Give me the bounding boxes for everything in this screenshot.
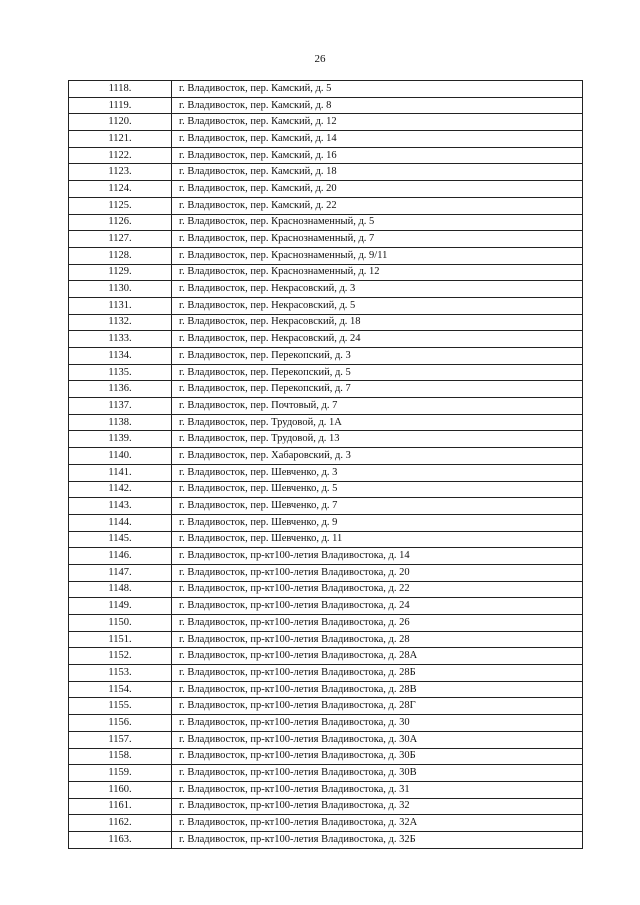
table-row	[69, 581, 583, 598]
table-row	[69, 631, 583, 648]
address-cell: г. Владивосток, пер. Некрасовский, д. 5	[172, 297, 583, 314]
address-cell: г. Владивосток, пер. Трудовой, д. 13	[172, 431, 583, 448]
address-cell: г. Владивосток, пер. Камский, д. 20	[172, 181, 583, 198]
table-row	[69, 781, 583, 798]
table-row	[69, 264, 583, 281]
row-number-cell: 1144.	[69, 514, 172, 531]
row-number-cell: 1138.	[69, 414, 172, 431]
address-cell: г. Владивосток, пр-кт100-летия Владивостока, д. 32	[172, 798, 583, 815]
table-row	[69, 398, 583, 415]
address-cell: г. Владивосток, пер. Почтовый, д. 7	[172, 398, 583, 415]
row-number-cell: 1159.	[69, 765, 172, 782]
address-cell: г. Владивосток, пер. Шевченко, д. 9	[172, 514, 583, 531]
address-cell: г. Владивосток, пер. Некрасовский, д. 24	[172, 331, 583, 348]
address-table-body	[69, 81, 583, 849]
address-cell: г. Владивосток, пр-кт100-летия Владивостока, д. 24	[172, 598, 583, 615]
row-number-cell: 1146.	[69, 548, 172, 565]
address-cell: г. Владивосток, пер. Камский, д. 14	[172, 131, 583, 148]
row-number-cell: 1128.	[69, 247, 172, 264]
row-number-cell: 1123.	[69, 164, 172, 181]
address-cell: г. Владивосток, пер. Камский, д. 18	[172, 164, 583, 181]
row-number-cell: 1136.	[69, 381, 172, 398]
row-number-cell: 1152.	[69, 648, 172, 665]
table-row	[69, 681, 583, 698]
row-number-cell: 1130.	[69, 281, 172, 298]
table-row	[69, 431, 583, 448]
row-number-cell: 1161.	[69, 798, 172, 815]
address-cell: г. Владивосток, пер. Краснознаменный, д. 5	[172, 214, 583, 231]
table-row	[69, 598, 583, 615]
address-cell: г. Владивосток, пр-кт100-летия Владивостока, д. 20	[172, 564, 583, 581]
table-row	[69, 247, 583, 264]
row-number-cell: 1121.	[69, 131, 172, 148]
table-row	[69, 381, 583, 398]
row-number-cell: 1156.	[69, 715, 172, 732]
address-cell: г. Владивосток, пер. Камский, д. 12	[172, 114, 583, 131]
table-row	[69, 615, 583, 632]
page-number: 26	[314, 53, 326, 65]
address-cell: г. Владивосток, пер. Шевченко, д. 5	[172, 481, 583, 498]
row-number-cell: 1120.	[69, 114, 172, 131]
row-number-cell: 1160.	[69, 781, 172, 798]
table-row	[69, 815, 583, 832]
address-cell: г. Владивосток, пр-кт100-летия Владивостока, д. 28В	[172, 681, 583, 698]
address-cell: г. Владивосток, пер. Трудовой, д. 1А	[172, 414, 583, 431]
address-cell: г. Владивосток, пр-кт100-летия Владивостока, д. 14	[172, 548, 583, 565]
row-number-cell: 1133.	[69, 331, 172, 348]
address-cell: г. Владивосток, пер. Камский, д. 16	[172, 147, 583, 164]
address-cell: г. Владивосток, пер. Перекопский, д. 7	[172, 381, 583, 398]
address-cell: г. Владивосток, пер. Некрасовский, д. 3	[172, 281, 583, 298]
table-row	[69, 131, 583, 148]
address-cell: г. Владивосток, пер. Шевченко, д. 7	[172, 498, 583, 515]
table-row	[69, 648, 583, 665]
row-number-cell: 1118.	[69, 81, 172, 98]
address-cell: г. Владивосток, пер. Камский, д. 22	[172, 197, 583, 214]
row-number-cell: 1163.	[69, 831, 172, 848]
address-cell: г. Владивосток, пер. Шевченко, д. 3	[172, 464, 583, 481]
row-number-cell: 1119.	[69, 97, 172, 114]
row-number-cell: 1140.	[69, 448, 172, 465]
table-row	[69, 715, 583, 732]
row-number-cell: 1142.	[69, 481, 172, 498]
table-row	[69, 481, 583, 498]
table-row	[69, 514, 583, 531]
row-number-cell: 1131.	[69, 297, 172, 314]
address-cell: г. Владивосток, пер. Шевченко, д. 11	[172, 531, 583, 548]
table-row	[69, 114, 583, 131]
row-number-cell: 1143.	[69, 498, 172, 515]
address-cell: г. Владивосток, пер. Некрасовский, д. 18	[172, 314, 583, 331]
address-cell: г. Владивосток, пр-кт100-летия Владивостока, д. 31	[172, 781, 583, 798]
address-cell: г. Владивосток, пер. Камский, д. 8	[172, 97, 583, 114]
address-cell: г. Владивосток, пер. Краснознаменный, д. 9/11	[172, 247, 583, 264]
row-number-cell: 1150.	[69, 615, 172, 632]
table-row	[69, 197, 583, 214]
table-row	[69, 331, 583, 348]
table-row	[69, 564, 583, 581]
row-number-cell: 1125.	[69, 197, 172, 214]
row-number-cell: 1147.	[69, 564, 172, 581]
address-cell: г. Владивосток, пр-кт100-летия Владивостока, д. 30Б	[172, 748, 583, 765]
address-cell: г. Владивосток, пр-кт100-летия Владивостока, д. 28А	[172, 648, 583, 665]
table-row	[69, 97, 583, 114]
table-row	[69, 665, 583, 682]
row-number-cell: 1137.	[69, 398, 172, 415]
row-number-cell: 1145.	[69, 531, 172, 548]
row-number-cell: 1154.	[69, 681, 172, 698]
table-row	[69, 531, 583, 548]
row-number-cell: 1129.	[69, 264, 172, 281]
table-row	[69, 348, 583, 365]
row-number-cell: 1139.	[69, 431, 172, 448]
address-cell: г. Владивосток, пр-кт100-летия Владивостока, д. 30А	[172, 731, 583, 748]
table-row	[69, 81, 583, 98]
table-row	[69, 147, 583, 164]
address-cell: г. Владивосток, пр-кт100-летия Владивостока, д. 30В	[172, 765, 583, 782]
address-cell: г. Владивосток, пер. Краснознаменный, д. 12	[172, 264, 583, 281]
table-row	[69, 414, 583, 431]
table-row	[69, 731, 583, 748]
row-number-cell: 1132.	[69, 314, 172, 331]
row-number-cell: 1155.	[69, 698, 172, 715]
row-number-cell: 1151.	[69, 631, 172, 648]
row-number-cell: 1126.	[69, 214, 172, 231]
row-number-cell: 1148.	[69, 581, 172, 598]
address-cell: г. Владивосток, пр-кт100-летия Владивостока, д. 30	[172, 715, 583, 732]
row-number-cell: 1122.	[69, 147, 172, 164]
row-number-cell: 1141.	[69, 464, 172, 481]
table-row	[69, 181, 583, 198]
address-cell: г. Владивосток, пр-кт100-летия Владивостока, д. 32Б	[172, 831, 583, 848]
table-row	[69, 765, 583, 782]
row-number-cell: 1135.	[69, 364, 172, 381]
table-row	[69, 448, 583, 465]
row-number-cell: 1134.	[69, 348, 172, 365]
address-cell: г. Владивосток, пер. Краснознаменный, д. 7	[172, 231, 583, 248]
row-number-cell: 1158.	[69, 748, 172, 765]
table-row	[69, 297, 583, 314]
table-row	[69, 831, 583, 848]
address-table	[68, 80, 583, 849]
row-number-cell: 1157.	[69, 731, 172, 748]
table-row	[69, 281, 583, 298]
row-number-cell: 1127.	[69, 231, 172, 248]
address-cell: г. Владивосток, пр-кт100-летия Владивостока, д. 32А	[172, 815, 583, 832]
address-cell: г. Владивосток, пер. Перекопский, д. 5	[172, 364, 583, 381]
row-number-cell: 1124.	[69, 181, 172, 198]
address-cell: г. Владивосток, пр-кт100-летия Владивостока, д. 28	[172, 631, 583, 648]
table-row	[69, 231, 583, 248]
row-number-cell: 1149.	[69, 598, 172, 615]
address-cell: г. Владивосток, пер. Камский, д. 5	[172, 81, 583, 98]
table-row	[69, 748, 583, 765]
table-row	[69, 498, 583, 515]
table-row	[69, 464, 583, 481]
address-cell: г. Владивосток, пер. Хабаровский, д. 3	[172, 448, 583, 465]
address-table-container	[68, 80, 583, 849]
table-row	[69, 548, 583, 565]
table-row	[69, 364, 583, 381]
address-cell: г. Владивосток, пр-кт100-летия Владивостока, д. 22	[172, 581, 583, 598]
table-row	[69, 164, 583, 181]
table-row	[69, 314, 583, 331]
row-number-cell: 1162.	[69, 815, 172, 832]
address-cell: г. Владивосток, пр-кт100-летия Владивостока, д. 28Г	[172, 698, 583, 715]
table-row	[69, 698, 583, 715]
address-cell: г. Владивосток, пр-кт100-летия Владивостока, д. 26	[172, 615, 583, 632]
table-row	[69, 214, 583, 231]
table-row	[69, 798, 583, 815]
address-cell: г. Владивосток, пр-кт100-летия Владивостока, д. 28Б	[172, 665, 583, 682]
address-cell: г. Владивосток, пер. Перекопский, д. 3	[172, 348, 583, 365]
row-number-cell: 1153.	[69, 665, 172, 682]
